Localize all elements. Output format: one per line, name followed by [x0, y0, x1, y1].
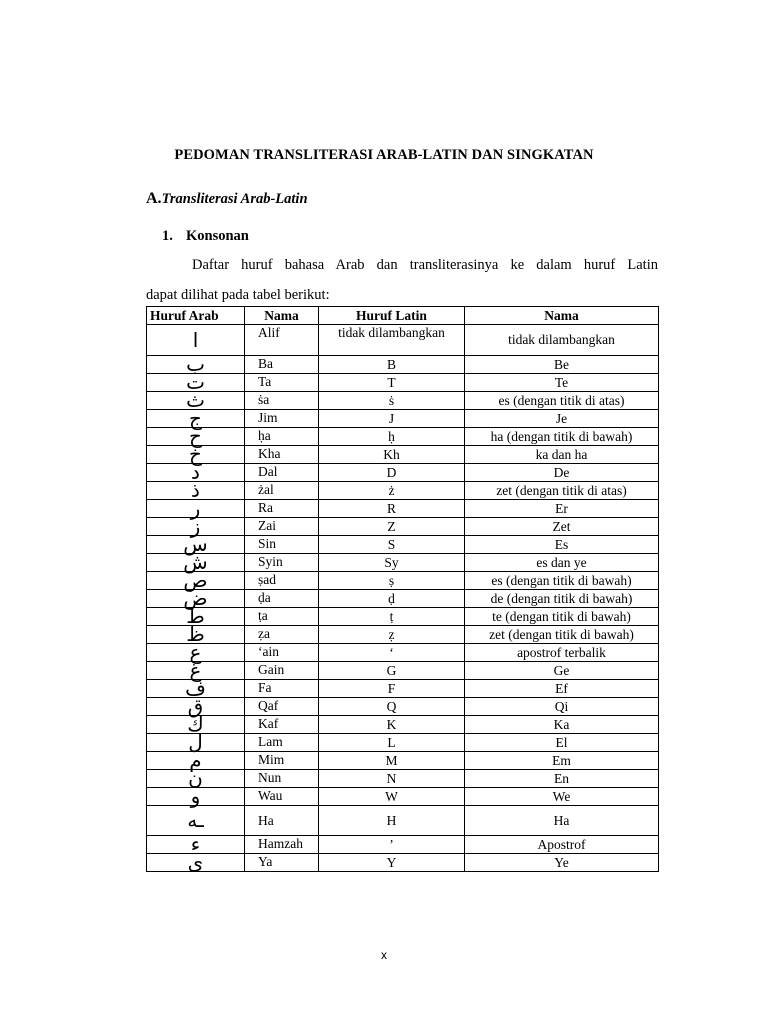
table-row — [147, 482, 659, 500]
section-label: Transliterasi Arab-Latin — [161, 191, 308, 207]
latin-letter-cell: N — [319, 770, 465, 788]
table-row — [147, 590, 659, 608]
description-cell: De — [465, 464, 659, 482]
description-cell: Zet — [465, 518, 659, 536]
section-heading — [146, 190, 308, 208]
description-cell: Ye — [465, 854, 659, 872]
table-row — [147, 392, 659, 410]
table-row — [147, 716, 659, 734]
paragraph-line-2: dapat dilihat pada tabel berikut: — [146, 287, 330, 303]
latin-letter-cell: G — [319, 662, 465, 680]
letter-name-cell: Zai — [245, 518, 319, 536]
description-cell: tidak dilambangkan — [465, 325, 659, 356]
letter-name-cell: Wau — [245, 788, 319, 806]
latin-letter-cell: ṭ — [319, 608, 465, 626]
description-cell: We — [465, 788, 659, 806]
letter-name-cell: Nun — [245, 770, 319, 788]
letter-name-cell: Mim — [245, 752, 319, 770]
arabic-letter-cell: و — [147, 788, 245, 806]
description-cell: Ef — [465, 680, 659, 698]
arabic-letter-cell: غ — [147, 662, 245, 680]
arabic-letter-cell: ح — [147, 428, 245, 446]
letter-name-cell: ẓa — [245, 626, 319, 644]
latin-letter-cell: F — [319, 680, 465, 698]
latin-letter-cell: J — [319, 410, 465, 428]
latin-letter-cell: R — [319, 500, 465, 518]
letter-name-cell: Kaf — [245, 716, 319, 734]
table-row — [147, 410, 659, 428]
header-nama: Nama — [245, 307, 319, 325]
description-cell: ha (dengan titik di bawah) — [465, 428, 659, 446]
table-row — [147, 770, 659, 788]
latin-letter-cell: L — [319, 734, 465, 752]
arabic-letter-cell: خ — [147, 446, 245, 464]
table-row — [147, 572, 659, 590]
arabic-letter-cell: د — [147, 464, 245, 482]
table-row — [147, 536, 659, 554]
latin-letter-cell: Z — [319, 518, 465, 536]
letter-name-cell: Ha — [245, 806, 319, 836]
latin-letter-cell: Q — [319, 698, 465, 716]
table-row — [147, 854, 659, 872]
arabic-letter-cell: س — [147, 536, 245, 554]
arabic-letter-cell: ع — [147, 644, 245, 662]
latin-letter-cell: W — [319, 788, 465, 806]
header-nama-description: Nama — [465, 307, 659, 325]
letter-name-cell: ḥa — [245, 428, 319, 446]
arabic-letter-cell: ث — [147, 392, 245, 410]
arabic-letter-cell: ا — [147, 325, 245, 356]
table-row — [147, 518, 659, 536]
table-row — [147, 356, 659, 374]
arabic-letter-cell: ف — [147, 680, 245, 698]
latin-letter-cell: K — [319, 716, 465, 734]
table-row — [147, 698, 659, 716]
latin-letter-cell: T — [319, 374, 465, 392]
header-huruf-arab: Huruf Arab — [147, 307, 245, 325]
table-row — [147, 836, 659, 854]
latin-letter-cell: Sy — [319, 554, 465, 572]
table-row — [147, 626, 659, 644]
table-row — [147, 752, 659, 770]
letter-name-cell: ḍa — [245, 590, 319, 608]
description-cell: Be — [465, 356, 659, 374]
latin-letter-cell: S — [319, 536, 465, 554]
letter-name-cell: ṣad — [245, 572, 319, 590]
table-row — [147, 325, 659, 356]
letter-name-cell: ‘ain — [245, 644, 319, 662]
letter-name-cell: Fa — [245, 680, 319, 698]
letter-name-cell: Alif — [245, 325, 319, 356]
arabic-letter-cell: ر — [147, 500, 245, 518]
arabic-letter-cell: ذ — [147, 482, 245, 500]
letter-name-cell: Ba — [245, 356, 319, 374]
description-cell: ka dan ha — [465, 446, 659, 464]
letter-name-cell: ṭa — [245, 608, 319, 626]
letter-name-cell: Kha — [245, 446, 319, 464]
arabic-letter-cell: ز — [147, 518, 245, 536]
latin-letter-cell: ṣ — [319, 572, 465, 590]
description-cell: El — [465, 734, 659, 752]
description-cell: Te — [465, 374, 659, 392]
arabic-letter-cell: ج — [147, 410, 245, 428]
paragraph-line-1: Daftar huruf bahasa Arab dan transliterasinya ke dalam huruf Latin — [192, 257, 658, 273]
description-cell: Es — [465, 536, 659, 554]
page-title: PEDOMAN TRANSLITERASI ARAB-LATIN DAN SINGKATAN — [174, 147, 594, 163]
latin-letter-cell: ḥ — [319, 428, 465, 446]
arabic-letter-cell: ص — [147, 572, 245, 590]
table-row — [147, 680, 659, 698]
arabic-letter-cell: ض — [147, 590, 245, 608]
table-row — [147, 446, 659, 464]
letter-name-cell: Ta — [245, 374, 319, 392]
latin-letter-cell: H — [319, 806, 465, 836]
description-cell: es (dengan titik di atas) — [465, 392, 659, 410]
transliteration-table — [146, 306, 659, 872]
description-cell: zet (dengan titik di atas) — [465, 482, 659, 500]
arabic-letter-cell: ن — [147, 770, 245, 788]
letter-name-cell: Sin — [245, 536, 319, 554]
letter-name-cell: żal — [245, 482, 319, 500]
letter-name-cell: Dal — [245, 464, 319, 482]
latin-letter-cell: D — [319, 464, 465, 482]
latin-letter-cell: M — [319, 752, 465, 770]
subsection-number: 1. — [162, 228, 173, 244]
description-cell: Apostrof — [465, 836, 659, 854]
description-cell: En — [465, 770, 659, 788]
table-row — [147, 788, 659, 806]
latin-letter-cell: Y — [319, 854, 465, 872]
letter-name-cell: Syin — [245, 554, 319, 572]
section-letter: A. — [146, 190, 162, 207]
table-row — [147, 428, 659, 446]
table-header-row — [147, 307, 659, 325]
description-cell: zet (dengan titik di bawah) — [465, 626, 659, 644]
letter-name-cell: Qaf — [245, 698, 319, 716]
letter-name-cell: Ra — [245, 500, 319, 518]
latin-letter-cell: ḍ — [319, 590, 465, 608]
table-row — [147, 662, 659, 680]
description-cell: Em — [465, 752, 659, 770]
table-row — [147, 806, 659, 836]
description-cell: Er — [465, 500, 659, 518]
latin-letter-cell: tidak dilambangkan — [319, 325, 465, 356]
letter-name-cell: Jim — [245, 410, 319, 428]
table-row — [147, 374, 659, 392]
description-cell: es (dengan titik di bawah) — [465, 572, 659, 590]
arabic-letter-cell: م — [147, 752, 245, 770]
latin-letter-cell: B — [319, 356, 465, 374]
description-cell: es dan ye — [465, 554, 659, 572]
description-cell: te (dengan titik di bawah) — [465, 608, 659, 626]
page-number: x — [381, 948, 387, 962]
arabic-letter-cell: ظ — [147, 626, 245, 644]
arabic-letter-cell: ل — [147, 734, 245, 752]
table-row — [147, 734, 659, 752]
latin-letter-cell: ’ — [319, 836, 465, 854]
table-row — [147, 554, 659, 572]
arabic-letter-cell: ـه — [147, 806, 245, 836]
table-row — [147, 464, 659, 482]
subsection-label: Konsonan — [186, 228, 249, 244]
latin-letter-cell: ż — [319, 482, 465, 500]
table-body — [147, 325, 659, 872]
description-cell: Qi — [465, 698, 659, 716]
arabic-letter-cell: ب — [147, 356, 245, 374]
description-cell: Ka — [465, 716, 659, 734]
latin-letter-cell: ṡ — [319, 392, 465, 410]
description-cell: apostrof terbalik — [465, 644, 659, 662]
arabic-letter-cell: ت — [147, 374, 245, 392]
letter-name-cell: Hamzah — [245, 836, 319, 854]
table-row — [147, 644, 659, 662]
description-cell: Je — [465, 410, 659, 428]
arabic-letter-cell: ق — [147, 698, 245, 716]
letter-name-cell: Gain — [245, 662, 319, 680]
table-row — [147, 500, 659, 518]
table-row — [147, 608, 659, 626]
arabic-letter-cell: ى — [147, 854, 245, 872]
header-huruf-latin: Huruf Latin — [319, 307, 465, 325]
letter-name-cell: Lam — [245, 734, 319, 752]
latin-letter-cell: ‘ — [319, 644, 465, 662]
arabic-letter-cell: ء — [147, 836, 245, 854]
latin-letter-cell: ẓ — [319, 626, 465, 644]
description-cell: Ha — [465, 806, 659, 836]
description-cell: Ge — [465, 662, 659, 680]
letter-name-cell: ṡa — [245, 392, 319, 410]
letter-name-cell: Ya — [245, 854, 319, 872]
subsection-heading — [162, 228, 249, 245]
arabic-letter-cell: ط — [147, 608, 245, 626]
arabic-letter-cell: ش — [147, 554, 245, 572]
description-cell: de (dengan titik di bawah) — [465, 590, 659, 608]
arabic-letter-cell: ك — [147, 716, 245, 734]
latin-letter-cell: Kh — [319, 446, 465, 464]
